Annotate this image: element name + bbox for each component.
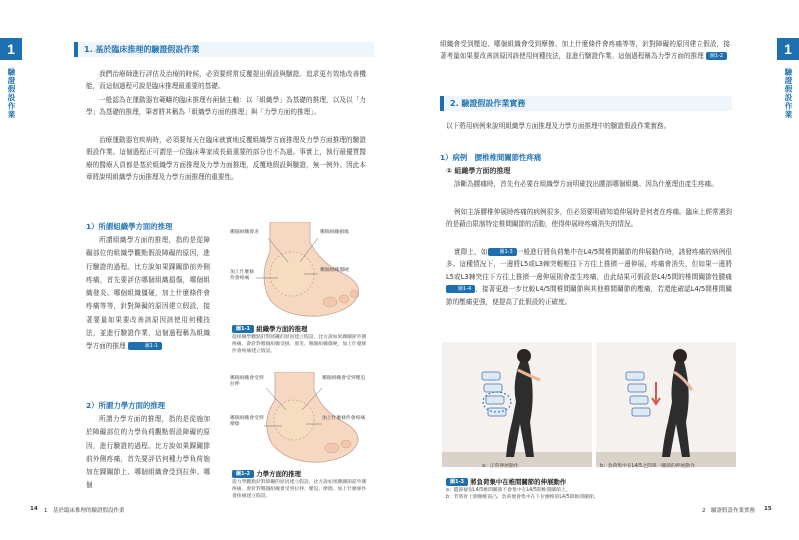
- foot-figure-1: [230, 222, 370, 322]
- page-number-right: 15: [764, 506, 772, 512]
- right-top-text: [440, 38, 730, 63]
- footer-left: 1 基於臨床推理的驗證假設作業: [44, 508, 125, 514]
- sub2-heading: 2）所謂力學方面的推理: [86, 401, 166, 410]
- sub2-text: 所謂力學方面的推理，指的是從施加於障礙部位的力學負荷觀點假設障礙的原因，進行驗證的過程。比方說如果踝關節前外側疼痛，首先要評估何種力學負荷施加在踝關節上、哪個組織會受到拉伸、哪個: [86, 415, 210, 490]
- right-top-body: 組織會受到壓迫、哪個組織會受到摩擦、加上什麼條件會疼痛等等，針對障礙的原因建立假設，接著考量如果要改善該原因該使用何種技法，並進行驗證作業。這個過程稱為力學方面的推理: [440, 40, 730, 61]
- sub1-heading: 1）所謂組織學方面的推理: [86, 222, 173, 231]
- fig3-caption-title: [446, 477, 566, 486]
- case-subheading: ① 組織學方面的推理: [446, 167, 511, 175]
- case-p3-badge2: 圖1-4: [446, 285, 475, 293]
- fig2-caption-title: [232, 469, 301, 478]
- photo-b-label: b：負荷集中在L4/5之間單一關節的伸展動作: [600, 464, 695, 469]
- fig1-label-stiff: 哪個組織僵硬: [320, 268, 349, 273]
- case-paragraph-3: [446, 246, 732, 308]
- fig1-label-inflamed: 哪個組織發炎: [230, 230, 259, 235]
- sub1-text: [86, 234, 210, 354]
- section1-heading: 1. 基於臨床推理的驗證假設作業: [74, 42, 374, 57]
- side-title-left: 驗證假設作業: [7, 68, 16, 119]
- case-p3-b: 一般進行將負荷集中在L4/5間椎間關節的伸展動作時，誘發疼痛的病例很多。這種情況下，一邊將L5或L3棘突輕輕往下方往上推擠一邊伸展，疼痛會消失，但如果一邊將L5或L3棘突往下方往上推擠一邊伸展則會產生疼痛，由此結果可假設是L4/5間的椎間關節性腰痛: [446, 248, 732, 281]
- side-title-right: 驗證假設作業: [784, 68, 793, 119]
- photo-a-label: a：正常伸展動作: [482, 464, 519, 469]
- photo-figure-a: [442, 342, 592, 467]
- photo-figure-b: [596, 342, 736, 467]
- section2-intro: 以下將用病例來說明組織學方面推理及力學方面推理中的驗證假設作業實務。: [446, 122, 671, 130]
- fig1-caption: 從組織學觀點針對障礙的原因建立假設，比方說如果踝關節外側疼痛，會針對哪個組織受損、發炎、哪個組織僵硬，加上什麼條件會疼痛建立假設。: [232, 335, 367, 354]
- fig2-label-condition: 加上什麼條件會疼痛: [322, 416, 366, 421]
- fig1-badge: 圖1-1: [232, 325, 254, 333]
- footer-right: 2 驗證假設作業實務: [702, 508, 755, 514]
- fig2-caption: 從力學觀點針對障礙的原因建立假設，比方說如果踝關節前外側疼痛，會針對哪個組織會受到拉伸、壓迫、摩擦，加上什麼條件會疼痛建立假設。: [232, 480, 367, 499]
- fig2-title: 力學方面的推理: [256, 470, 302, 478]
- sub1-text-body: 所謂組織學方面的推理，指的是從障礙部位的組織學觀點假設障礙的原因，進行驗證的過程。比方說如果踝關節前外側疼痛，首先要評估哪個組織損傷，哪個組織發炎、哪個組織僵硬，加上什麼條件會疼痛等等，針對障礙的原因建立假設，接著要量如果要改善該原因該使用何種技法，並進行驗證作業，這個過程稱為組織學方面的推理: [86, 236, 210, 351]
- intro-paragraph-3: 治療運動器官疾病時，必須要每天在臨床就實地反覆組織學方面推理及力學方面推理的驗證假設作業。這個過程正可謂是一位臨床專家成長最重要的部分也不為過。事實上，執行最優質醫療的醫療人員都是基於組織學方面推理及力學力面推理，反覆地假設與驗證，無一例外。因此本章將說明組織學方面推理及力學方面推理的重要性。: [86, 136, 366, 182]
- page-number-left: 14: [30, 506, 38, 512]
- intro-paragraph-1: 我們治療師進行評估及治療的時候，必須要經常反覆提出假設與驗證。追求更有效地改善機能，而這個過程可說是臨床推理最重要的基礎。: [86, 70, 366, 91]
- fig3-title: 將負荷集中在椎間關節的伸展動作: [470, 478, 567, 486]
- section2-heading: 2. 驗證假設作業實務: [440, 96, 732, 111]
- chapter-tab-right: 1: [777, 38, 799, 60]
- fig2-label-friction: 哪個組織會受到摩擦: [230, 416, 264, 427]
- fig2-label-stretch: 哪個組織會受到拉伸: [230, 376, 264, 387]
- fig2-label-compress: 哪個組織會受到壓迫: [322, 376, 366, 381]
- fig3-caption-a: a：鑑節疑似L4/5椎間關節不會集中在L4/5間椎間關節上。: [446, 488, 571, 493]
- sub1-badge: 圖1-1: [128, 342, 162, 350]
- case-p3-a: 實際上，如: [454, 248, 488, 256]
- case-heading: 1）病例 腰椎椎間關節性疼痛: [440, 153, 542, 162]
- case-paragraph-2: 例如主訴腰椎伸展時疼痛的病例很多，但必須要明確知道伸展時是何者在疼痛。臨床上經常遇到的是藉由限制特定椎間關節的活動，使得伸展時疼痛消失的情況。: [446, 208, 732, 229]
- fig1-label-damaged: 哪個組織損傷: [320, 230, 349, 235]
- intro-paragraph-2: 一般認為在運動器官範疇的臨床推理有兩個主軸：以「組織學」為基礎的推理，以及以「力學」為基礎的推理，筆者將其稱為「組織學方面的推理」與「力學方面的推理」。: [86, 96, 366, 117]
- fig1-title: 組織學方面的推理: [256, 325, 308, 333]
- foot-figure-2: [230, 372, 370, 467]
- fig2-badge: 圖1-2: [232, 470, 254, 478]
- fig3-badge: 圖1-3: [446, 478, 468, 486]
- fig3-caption-b: b：若將骨上側腰椎前凸，負荷便會集中在下位腰椎的L4/5間椎間關節。: [446, 495, 599, 500]
- chapter-tab-left: 1: [0, 38, 22, 60]
- case-p3-c: ，接著更進一步比較L4/5間椎間關節與其他椎間關節的壓痛，若還能確認L4/5間椎間關節的壓痛更強，便提高了此假設的正確度。: [446, 285, 732, 306]
- right-top-badge: 圖1-2: [706, 52, 727, 60]
- fig1-label-condition: 加上什麼條件會疼痛: [230, 270, 254, 281]
- case-paragraph-1: 診斷為腰痛時，首先有必要在組織學方面明確找出腰部哪個組織、因為什麼理由產生疼痛。: [454, 180, 718, 188]
- case-p3-badge: 圖1-3: [488, 248, 517, 256]
- fig1-caption-title: [232, 324, 307, 333]
